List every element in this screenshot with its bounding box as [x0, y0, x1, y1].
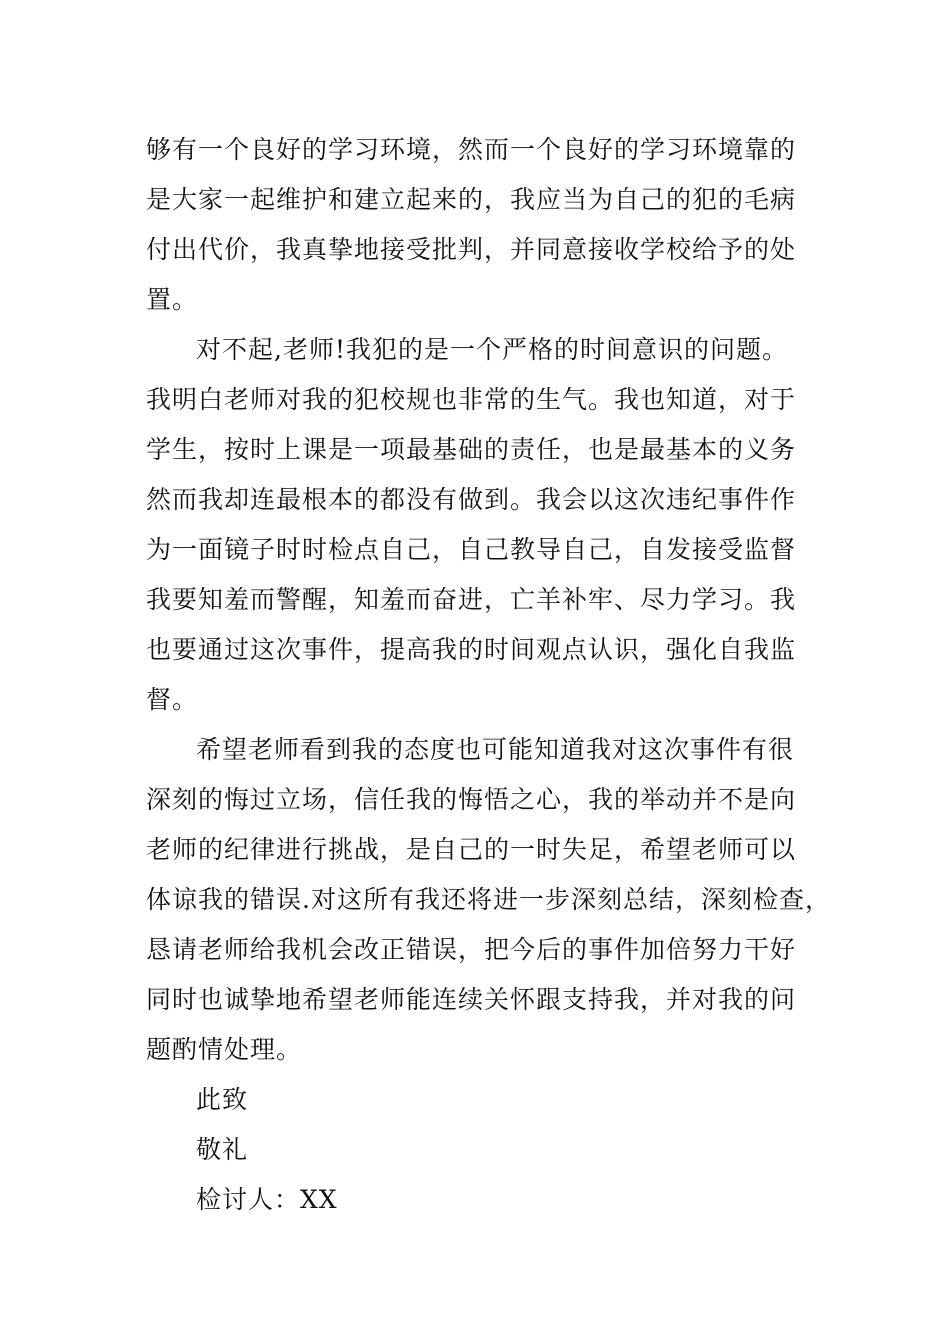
paragraph-3-line-4: 体谅我的错误.对这所有我还将进一步深刻总结，深刻检查，: [146, 885, 831, 914]
paragraph-2-line-2: 我明白老师对我的犯校规也非常的生气。我也知道，对于: [146, 385, 797, 414]
paragraph-2-line-3: 学生，按时上课是一项最基础的责任，也是最基本的义务: [146, 435, 797, 464]
paragraph-2-line-6: 我要知羞而警醒，知羞而奋进，亡羊补牢、尽力学习。我: [146, 585, 797, 614]
paragraph-2-line-4: 然而我却连最根本的都没有做到。我会以这次违纪事件作: [146, 485, 797, 514]
paragraph-2-line-7: 也要通过这次事件，提高我的时间观点认识，强化自我监: [146, 635, 797, 664]
paragraph-3-line-5: 恳请老师给我机会改正错误，把今后的事件加倍努力干好: [146, 935, 797, 964]
paragraph-2-line-5: 为一面镜子时时检点自己，自己教导自己，自发接受监督: [146, 535, 797, 564]
closing-respect: 敬礼: [196, 1135, 249, 1164]
paragraph-3-line-2: 深刻的悔过立场，信任我的悔悟之心，我的举动并不是向: [146, 785, 797, 814]
paragraph-3-line-1: 希望老师看到我的态度也可能知道我对这次事件有很: [196, 735, 795, 764]
closing-salutation: 此致: [196, 1085, 249, 1114]
paragraph-2-line-8: 督。: [146, 685, 199, 714]
paragraph-1-line-2: 是大家一起维护和建立起来的，我应当为自己的犯的毛病: [146, 185, 797, 214]
paragraph-1-line-1: 够有一个良好的学习环境，然而一个良好的学习环境靠的: [146, 135, 797, 164]
paragraph-3-line-7: 题酌情处理。: [146, 1035, 303, 1064]
paragraph-3-line-3: 老师的纪律进行挑战，是自己的一时失足，希望老师可以: [146, 835, 797, 864]
paragraph-1-line-3: 付出代价，我真挚地接受批判，并同意接收学校给予的处: [146, 235, 797, 264]
paragraph-2-line-1: 对不起,老师!我犯的是一个严格的时间意识的问题。: [196, 335, 788, 364]
paragraph-1-line-4: 置。: [146, 285, 199, 314]
signature-line: 检讨人：XX: [196, 1185, 338, 1214]
paragraph-3-line-6: 同时也诚挚地希望老师能连续关怀跟支持我，并对我的问: [146, 985, 797, 1014]
